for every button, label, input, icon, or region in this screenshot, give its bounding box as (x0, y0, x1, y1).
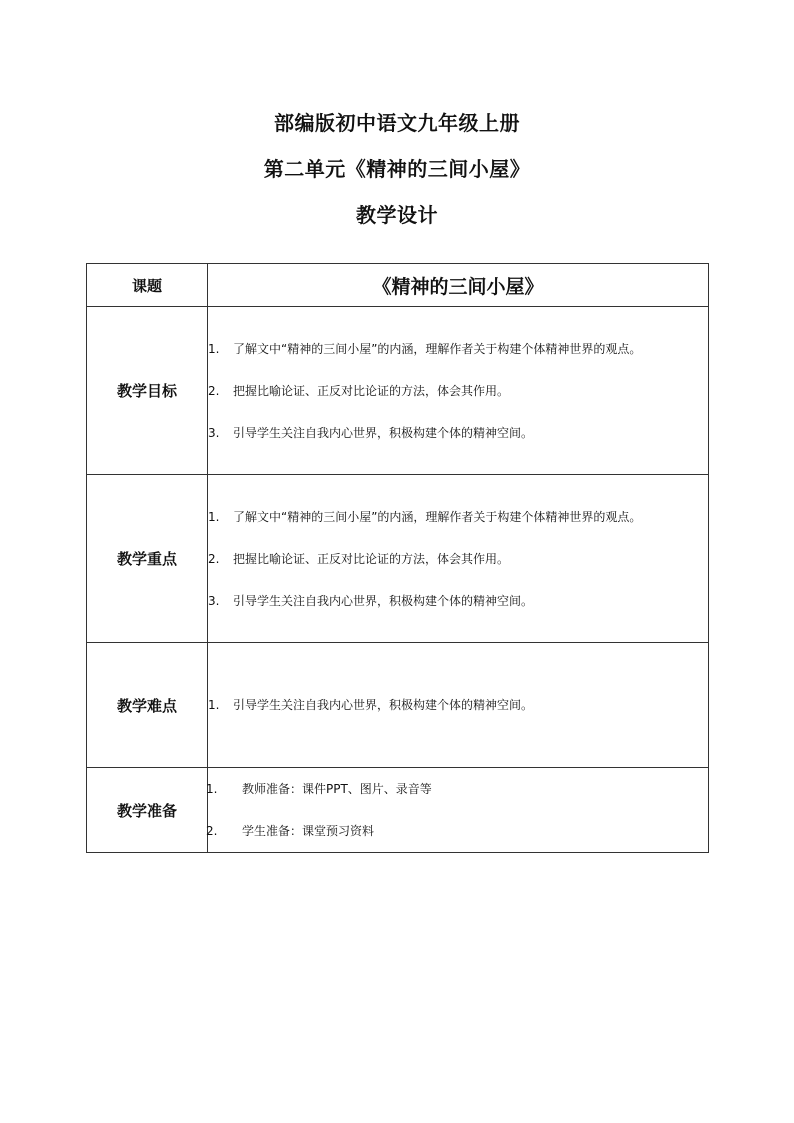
item-number: 3. (208, 425, 220, 440)
list-item (208, 412, 708, 454)
item-number: 1. (208, 509, 220, 524)
difficulties-row (87, 643, 709, 768)
item-number: 2. (208, 383, 220, 398)
lesson-plan-table (86, 263, 709, 853)
item-text: 把握比喻论证、正反对比论证的方法，体会其作用。 (233, 551, 510, 566)
item-number: 1. (206, 782, 218, 796)
list-item (208, 538, 708, 580)
item-number: 1. (208, 698, 220, 712)
list-item (208, 768, 708, 810)
key-points-label: 教学重点 (87, 475, 208, 643)
list-item (208, 810, 708, 852)
item-text: 教师准备：课件PPT、图片、录音等 (242, 782, 432, 796)
goals-content (208, 307, 709, 475)
item-number: 1. (208, 341, 220, 356)
key-points-list (208, 496, 708, 622)
item-text: 引导学生关注自我内心世界，积极构建个体的精神空间。 (233, 593, 534, 608)
item-text: 了解文中“精神的三间小屋”的内涵，理解作者关于构建个体精神世界的观点。 (233, 509, 642, 524)
key-points-row (87, 475, 709, 643)
title-line-1: 部编版初中语文九年级上册 (274, 111, 520, 135)
title-line-2: 第二单元《精神的三间小屋》 (263, 157, 531, 181)
goals-row (87, 307, 709, 475)
topic-label: 课题 (87, 264, 208, 307)
key-points-content (208, 475, 709, 643)
document-title (0, 100, 794, 238)
item-text: 引导学生关注自我内心世界，积极构建个体的精神空间。 (233, 698, 534, 712)
title-line-3: 教学设计 (356, 203, 438, 227)
item-text: 引导学生关注自我内心世界，积极构建个体的精神空间。 (233, 425, 534, 440)
topic-value: 《精神的三间小屋》 (208, 264, 709, 307)
difficulties-list (208, 684, 708, 726)
goals-list (208, 328, 708, 454)
preparation-content (208, 768, 709, 853)
list-item (208, 580, 708, 622)
goals-label: 教学目标 (87, 307, 208, 475)
item-number: 2. (206, 824, 218, 838)
list-item (208, 328, 708, 370)
item-text: 学生准备：课堂预习资料 (242, 824, 375, 838)
item-number: 2. (208, 551, 220, 566)
difficulties-content (208, 643, 709, 768)
difficulties-label: 教学难点 (87, 643, 208, 768)
preparation-list (208, 768, 708, 852)
list-item (208, 370, 708, 412)
item-number: 3. (208, 593, 220, 608)
item-text: 把握比喻论证、正反对比论证的方法，体会其作用。 (233, 383, 510, 398)
list-item (208, 496, 708, 538)
list-item (208, 684, 708, 726)
preparation-label: 教学准备 (87, 768, 208, 853)
topic-row (87, 264, 709, 307)
preparation-row (87, 768, 709, 853)
item-text: 了解文中“精神的三间小屋”的内涵，理解作者关于构建个体精神世界的观点。 (233, 341, 642, 356)
